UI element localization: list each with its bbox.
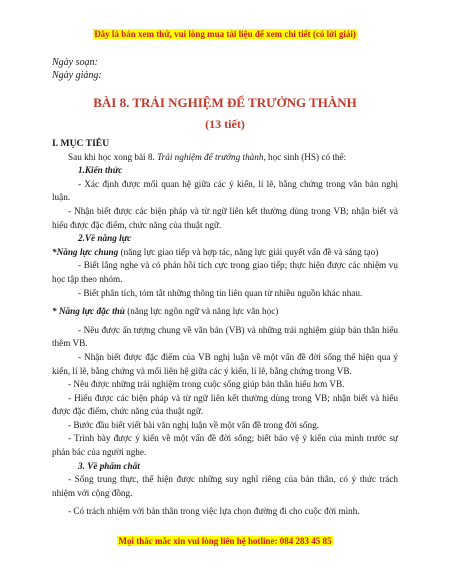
intro-paragraph (52, 151, 398, 165)
qualities-heading: 3. Về phẩm chất (78, 460, 140, 471)
specific-competence-item: - Bước đầu biết viết bài văn nghị luận về một vấn đề trong đời sống. (68, 419, 319, 430)
general-competence-desc: (năng lực giao tiếp và hợp tác, năng lực giải quyết vấn đề và sáng tạo) (118, 246, 379, 257)
general-competence-item: - Biết lắng nghe và có phản hồi tích cực trong giao tiếp; thực hiện được các nhiệm vụ học tập theo nhóm. (52, 260, 398, 284)
specific-competence-item: - Nêu được ấn tượng chung về văn bản (VB) và những trải nghiệm giúp bản thân hiểu thêm VB. (52, 324, 398, 349)
hotline-text: Mọi thắc mắc xin vui lòng liên hệ hotline: 084 283 45 85 (118, 536, 332, 546)
knowledge-item: - Nhận biết được các biện pháp và từ ngữ liên kết thường dùng trong VB; nhận biết và hiểu được đặc điểm, chức năng của thuật ngữ. (52, 205, 398, 230)
specific-competence-item: - Nêu được những trải nghiệm trong cuộc sống giúp bản thân hiểu hơn VB. (68, 379, 345, 390)
specific-competence-label: * Năng lực đặc thù (52, 306, 125, 317)
intro-lesson-name: Trải nghiệm để trưởng thành (157, 151, 264, 162)
competence-heading: 2.Về năng lực (78, 233, 132, 244)
general-competence-label: *Năng lực chung (52, 246, 119, 257)
preview-notice-text: Đây là bản xem thử, vui lòng mua tài liệu để xem chi tiết (có lời giải) (94, 29, 356, 39)
specific-competence-line (52, 305, 398, 319)
ngay-soan-label: Ngày soạn: (52, 57, 98, 68)
general-competence-line (52, 246, 398, 260)
qualities-item: - Sống trung thực, thể hiện được những suy nghĩ riêng của bản thân, có ý thức trách nhiệm với cộng đồng. (52, 474, 398, 498)
specific-competence-item: - Nhận biết được đặc điểm của VB nghị luận về một vấn đề đời sống thể hiện qua ý kiến, lí lẽ, bằng chứng và mối liên hệ giữa các ý kiến, lí lẽ, bằng chứng trong VB. (52, 351, 398, 376)
hotline-banner (0, 535, 450, 547)
qualities-item: - Có trách nhiệm với bản thân trong việc lựa chọn đường đi cho cuộc đời mình. (68, 506, 360, 517)
general-competence-item: - Biết phân tích, tóm tắt những thông tin liên quan từ nhiều nguồn khác nhau. (78, 287, 363, 298)
intro-text-start: Sau khi học xong bài 8. (68, 151, 158, 162)
specific-competence-item: - Trình bày được ý kiến về một vấn đề đời sống; biết bảo vệ ý kiến của mình trước sự phản bác của người nghe. (52, 433, 398, 458)
specific-competence-desc: (năng lực ngôn ngữ và năng lực văn học) (124, 306, 279, 317)
objectives-section (52, 137, 398, 519)
knowledge-heading: 1.Kiến thức (78, 165, 123, 176)
preview-notice-banner (0, 28, 450, 40)
knowledge-item: - Xác định được mối quan hệ giữa các ý kiến, lí lẽ, bằng chứng trong văn bản nghị luận. (52, 178, 398, 203)
intro-text-end: , học sinh (HS) có thể: (263, 151, 347, 162)
lesson-title: BÀI 8. TRẢI NGHIỆM ĐỂ TRƯỞNG THÀNH (93, 95, 357, 110)
ngay-giang-label: Ngày giảng: (52, 70, 102, 81)
section-heading: I. MỤC TIÊU (52, 138, 110, 149)
specific-competence-item: - Hiểu được các biện pháp và từ ngữ liên kết thường dùng trong VB; nhận biết và hiểu được đặc điểm, chức năng của thuật ngữ. (52, 392, 398, 417)
lesson-duration: (13 tiết) (205, 117, 245, 131)
